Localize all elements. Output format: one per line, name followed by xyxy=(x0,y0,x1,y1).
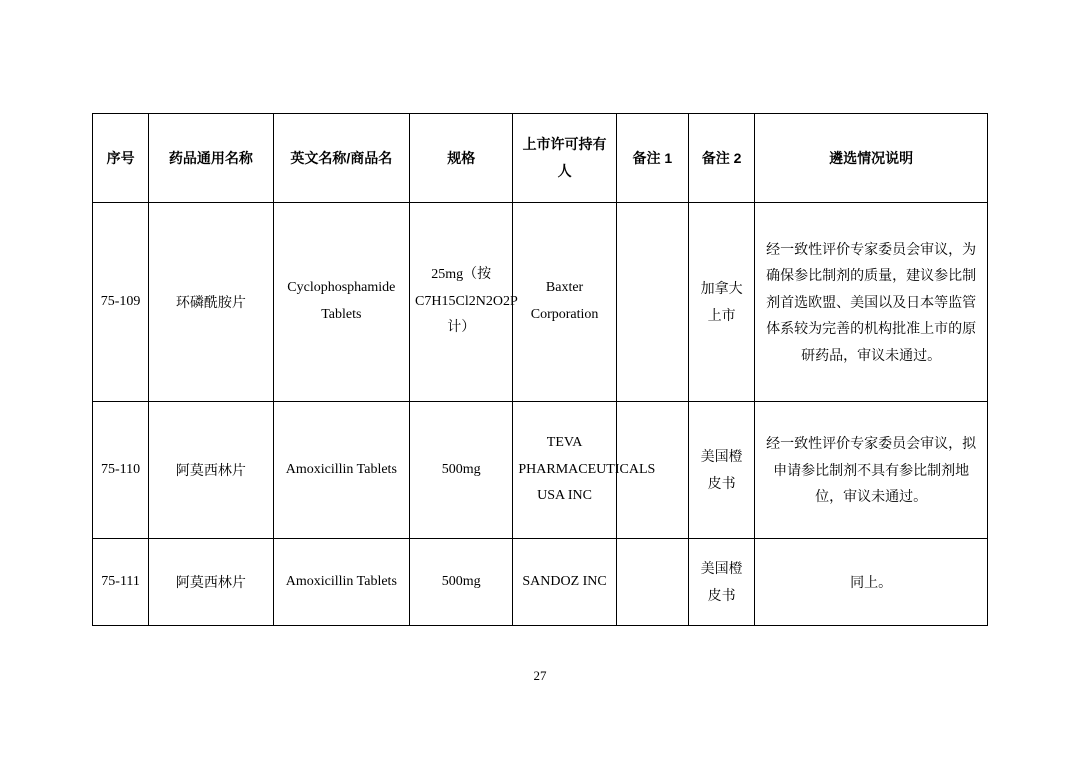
cell-holder: TEVA PHARMACEUTICALS USA INC xyxy=(513,402,616,539)
cell-note1 xyxy=(616,203,688,402)
cell-note2: 加拿大上市 xyxy=(688,203,754,402)
cell-no: 75-111 xyxy=(93,539,149,626)
cell-english-name: Cyclophosphamide Tablets xyxy=(273,203,409,402)
cell-english-name: Amoxicillin Tablets xyxy=(273,402,409,539)
cell-description: 经一致性评价专家委员会审议，为确保参比制剂的质量，建议参比制剂首选欧盟、美国以及日本等监管体系较为完善的机构批准上市的原研药品，审议未通过。 xyxy=(755,203,988,402)
cell-note1 xyxy=(616,539,688,626)
cell-holder: Baxter Corporation xyxy=(513,203,616,402)
cell-generic-name: 环磷酰胺片 xyxy=(149,203,273,402)
column-header-note2: 备注 2 xyxy=(688,114,754,203)
cell-english-name: Amoxicillin Tablets xyxy=(273,539,409,626)
cell-spec: 25mg（按C7H15Cl2N2O2P 计） xyxy=(410,203,513,402)
cell-no: 75-110 xyxy=(93,402,149,539)
table-header-row xyxy=(93,114,988,203)
table-row xyxy=(93,402,988,539)
table-row xyxy=(93,203,988,402)
column-header-description: 遴选情况说明 xyxy=(755,114,988,203)
cell-spec: 500mg xyxy=(410,402,513,539)
page-number: 27 xyxy=(533,668,547,683)
cell-generic-name: 阿莫西林片 xyxy=(149,402,273,539)
column-header-holder: 上市许可持有人 xyxy=(513,114,616,203)
table-row xyxy=(93,539,988,626)
table-header xyxy=(93,114,988,203)
cell-note2: 美国橙皮书 xyxy=(688,402,754,539)
cell-generic-name: 阿莫西林片 xyxy=(149,539,273,626)
cell-spec: 500mg xyxy=(410,539,513,626)
cell-note2: 美国橙皮书 xyxy=(688,539,754,626)
column-header-no: 序号 xyxy=(93,114,149,203)
cell-no: 75-109 xyxy=(93,203,149,402)
cell-description: 同上。 xyxy=(755,539,988,626)
cell-description: 经一致性评价专家委员会审议，拟申请参比制剂不具有参比制剂地位，审议未通过。 xyxy=(755,402,988,539)
cell-holder: SANDOZ INC xyxy=(513,539,616,626)
reference-drug-table-container xyxy=(92,113,988,626)
table-body xyxy=(93,203,988,626)
column-header-note1: 备注 1 xyxy=(616,114,688,203)
column-header-generic-name: 药品通用名称 xyxy=(149,114,273,203)
column-header-english-name: 英文名称/商品名 xyxy=(273,114,409,203)
column-header-spec: 规格 xyxy=(410,114,513,203)
reference-drug-table xyxy=(92,113,988,626)
